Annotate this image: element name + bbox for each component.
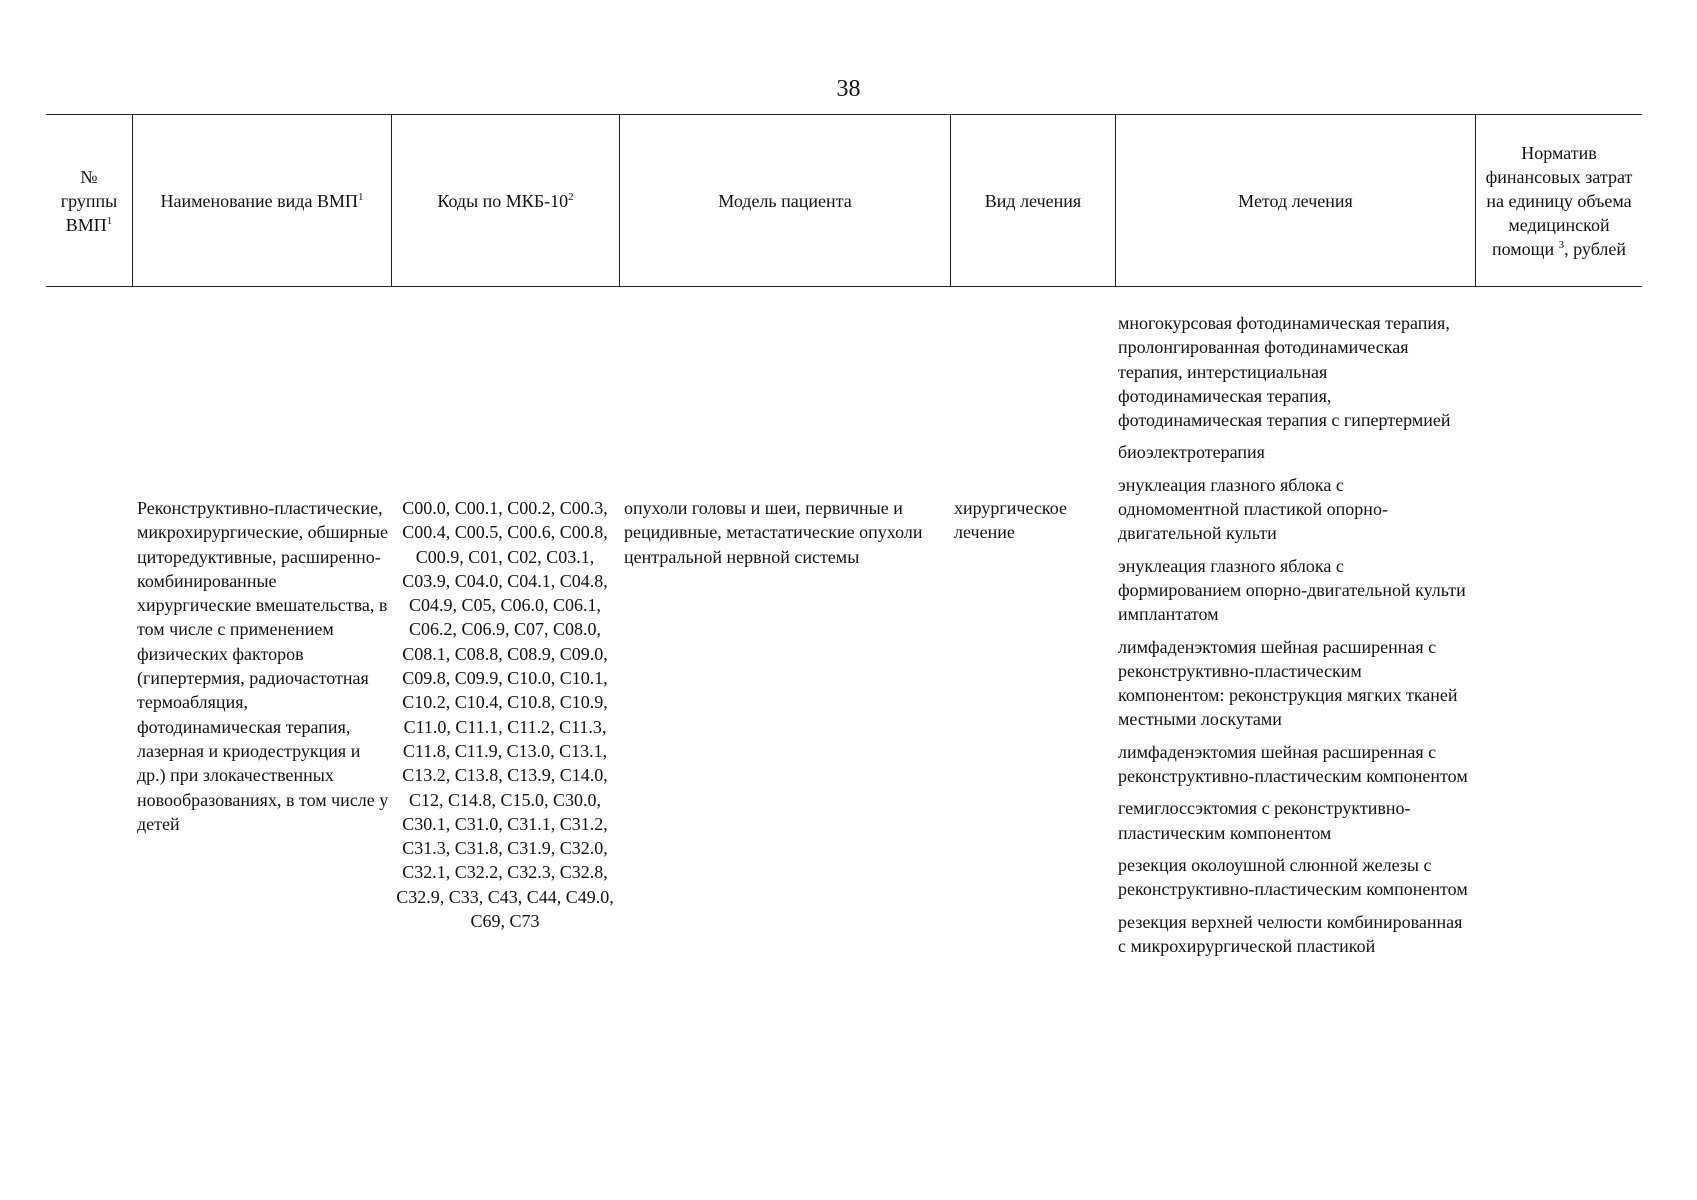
header-patient-model: Модель пациента [619,115,950,286]
vmp-name-cell: Реконструктивно-пластические, микрохирургические, обширные циторедуктивные, расширенно-комбинированные хирургические вмешательства, в том числе с применением физических факторов (гипертермия, радиочастотная термоабляция, фотодинамическая терапия, лазерная и криодеструкция и др.) при злокачественных новообразованиях, в том числе у детей [137,498,389,834]
method-item: многокурсовая фотодинамическая терапия, пролонгированная фотодинамическая терапия, интерстициальная фотодинамическая терапия, фотодинамическая терапия с гипертермией [1118,313,1451,431]
header-vmp-name: Наименование вида ВМП$^1$ [132,115,391,286]
header-icd-codes: Коды по МКБ-$10^2$ [391,115,619,286]
method-item: биоэлектротерапия [1118,442,1265,463]
header-treatment-method: Метод лечения [1115,115,1475,286]
method-item: резекция верхней челюсти комбинированная с микрохирургической пластикой [1118,911,1463,956]
header-treatment-type: Вид лечения [950,115,1115,286]
header-group-number: № группы ВМП$^1$ [60,166,118,235]
treatment-type-cell: хирургическое лечение [954,498,1067,543]
header-cost-norm: Норматив финансовых затрат на единицу объема медицинской помощи $^3$, рублей [1475,115,1642,286]
method-item: гемиглоссэктомия с реконструктивно-пластическим компонентом [1118,798,1411,843]
method-item: лимфаденэктомия шейная расширенная с реконструктивно-пластическим компонентом: реконструкция мягких тканей местными лоскутами [1118,636,1458,730]
page-number: 38 [836,76,861,102]
table-header [46,114,1642,287]
method-item: энуклеация глазного яблока с формированием опорно-двигательной культи имплантатом [1118,555,1466,625]
method-item: энуклеация глазного яблока с одномоментной пластикой опорно-двигательной культи [1118,474,1388,544]
method-item: лимфаденэктомия шейная расширенная с реконструктивно-пластическим компонентом [1118,741,1468,787]
method-item: резекция околоушной слюнной железы с реконструктивно-пластическим компонентом [1118,854,1468,900]
patient-model-cell: опухоли головы и шеи, первичные и рецидивные, метастатические опухоли центральной нервной системы [624,498,923,567]
icd-codes-cell: C00.0, C00.1, C00.2, C00.3, C00.4, C00.5, C00.6, C00.8, C00.9, C01, C02, C03.1, C03.9, C04.0, C04.1, C04.8, C04.9, C05, C06.0, C06.1, C06.2, C06.9, C07, C08.0, C08.1, C08.8, C08.9, C09.0, C09.8, C09.9, C10.0, C10.1, C10.2, C10.4, C10.8, C10.9, C11.0, C11.1, C11.2, C11.3, C11.8, C11.9, C13.0, C13.1, C13.2, C13.8, C13.9, C14.0, C12, C14.8, C15.0, C30.0, C30.1, C31.0, C31.1, C31.2, C31.3, C31.8, C31.9, C32.0, C32.1, C32.2, C32.3, C32.8, C32.9, C33, C43, C44, C49.0, C69, C73 [396,498,614,932]
treatment-methods-list [1118,311,1468,966]
